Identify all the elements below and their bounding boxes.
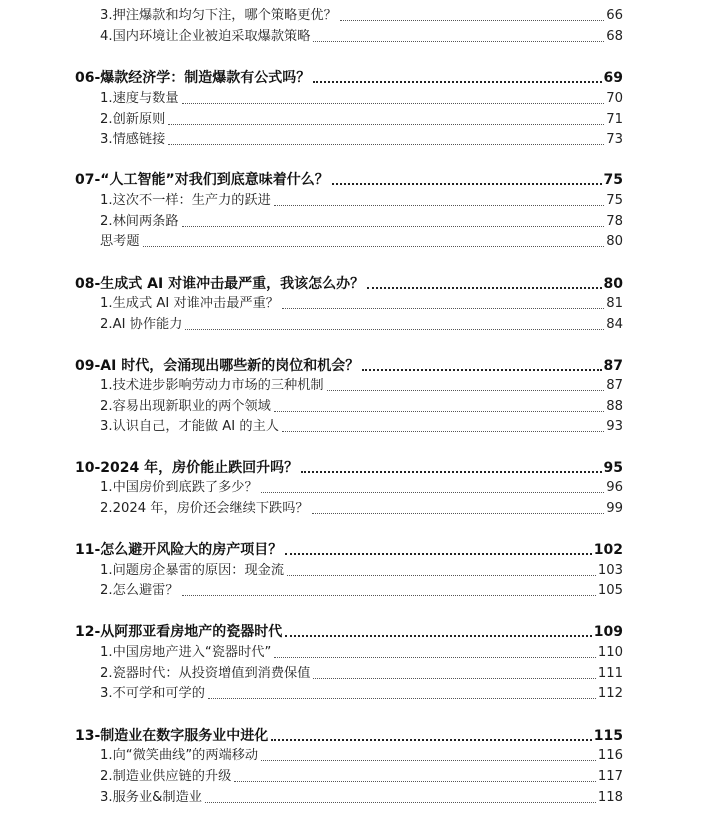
toc-entry-title: 3.情感链接: [100, 132, 166, 147]
toc-entry-title: 思考题: [100, 234, 140, 249]
dot-leader: [274, 657, 596, 658]
dot-leader: [313, 81, 601, 83]
dot-leader: [313, 41, 604, 42]
toc-entry-title: 1.生成式 AI 对谁冲击最严重？: [100, 296, 279, 311]
toc-entry-title: 3.服务业&制造业: [100, 790, 202, 805]
toc-entry: [100, 130, 623, 150]
toc-entry-title: 1.问题房企暴雷的原因：现金流: [100, 563, 285, 578]
dot-leader: [182, 103, 605, 104]
toc-entry-title: 2.创新原则: [100, 112, 166, 127]
toc-entry-title: 4.国内环境让企业被迫采取爆款策略: [100, 29, 311, 44]
toc-chapter-page: 115: [593, 728, 623, 744]
toc-chapter-title: 13-制造业在数字服务业中进化: [75, 728, 269, 744]
dot-leader: [287, 575, 596, 576]
dot-leader: [367, 287, 601, 289]
toc-entry-page: 96: [606, 480, 623, 495]
toc-chapter: [75, 726, 623, 746]
toc-entry-page: 110: [597, 645, 623, 660]
toc-entry: [100, 397, 623, 417]
dot-leader: [301, 471, 601, 473]
toc-chapter-title: 08-生成式 AI 对谁冲击最严重，我该怎么办？: [75, 276, 365, 292]
toc-chapter-title: 10-2024 年，房价能止跌回升吗？: [75, 460, 299, 476]
dot-leader: [185, 329, 604, 330]
dot-leader: [312, 513, 605, 514]
toc-entry-title: 1.向“微笑曲线”的两端移动: [100, 748, 259, 763]
toc-entry: [100, 212, 623, 232]
toc-entry-page: 88: [606, 399, 623, 414]
toc-entry-title: 1.这次不一样：生产力的跃进: [100, 193, 271, 208]
dot-leader: [205, 802, 596, 803]
dot-leader: [168, 124, 604, 125]
toc-entry-page: 87: [606, 378, 623, 393]
dot-leader: [261, 760, 596, 761]
toc-entry-page: 70: [606, 91, 623, 106]
dot-leader: [282, 308, 604, 309]
toc-chapter-page: 87: [603, 358, 623, 374]
toc-chapter-page: 69: [603, 70, 623, 86]
dot-leader: [271, 739, 591, 741]
toc-chapter-title: 09-AI 时代，会涌现出哪些新的岗位和机会？: [75, 358, 360, 374]
toc-chapter: [75, 68, 623, 88]
dot-leader: [332, 183, 602, 185]
toc-chapter-title: 06-爆款经济学：制造爆款有公式吗？: [75, 70, 311, 86]
toc-entry: [100, 478, 623, 498]
toc-entry: [100, 664, 623, 684]
toc-entry: [100, 417, 623, 437]
toc-entry-page: 117: [597, 769, 623, 784]
toc-entry-page: 81: [606, 296, 623, 311]
toc-chapter: [75, 458, 623, 478]
toc-entry: [100, 110, 623, 130]
toc-entry-page: 116: [597, 748, 623, 763]
dot-leader: [274, 411, 604, 412]
toc-entry-title: 1.技术进步影响劳动力市场的三种机制: [100, 378, 324, 393]
dot-leader: [182, 595, 596, 596]
toc-entry-page: 93: [606, 419, 623, 434]
toc-entry: [100, 315, 623, 335]
toc-chapter-page: 102: [593, 542, 623, 558]
dot-leader: [285, 553, 591, 555]
toc-entry-title: 1.中国房地产进入“瓷器时代”: [100, 645, 272, 660]
toc-entry-page: 99: [606, 501, 623, 516]
toc-entry-page: 80: [606, 234, 623, 249]
toc-entry: [100, 89, 623, 109]
toc-entry-page: 105: [597, 583, 623, 598]
toc-chapter: [75, 356, 623, 376]
toc-entry-page: 71: [606, 112, 623, 127]
toc-entry: [100, 561, 623, 581]
toc-entry: [100, 376, 623, 396]
toc-chapter: [75, 274, 623, 294]
toc-entry-page: 118: [597, 790, 623, 805]
toc-entry-page: 75: [606, 193, 623, 208]
dot-leader: [282, 431, 604, 432]
toc-entry-title: 2.AI 协作能力: [100, 317, 183, 332]
dot-leader: [208, 698, 596, 699]
dot-leader: [143, 246, 605, 247]
dot-leader: [261, 492, 605, 493]
toc-entry-title: 2.2024 年，房价还会继续下跌吗？: [100, 501, 309, 516]
toc-entry-page: 78: [606, 214, 623, 229]
toc-chapter-title: 07-“人工智能”对我们到底意味着什么？: [75, 172, 329, 188]
dot-leader: [327, 390, 605, 391]
dot-leader: [285, 635, 591, 637]
toc-entry-title: 3.押注爆款和均匀下注，哪个策略更优？: [100, 8, 337, 23]
toc-entry: [100, 232, 623, 252]
dot-leader: [340, 20, 604, 21]
toc-entry-page: 68: [606, 29, 623, 44]
toc-chapter: [75, 170, 623, 190]
toc-entry-title: 2.林间两条路: [100, 214, 179, 229]
dot-leader: [313, 678, 595, 679]
toc-entry: [100, 191, 623, 211]
toc-entry: [100, 788, 623, 808]
toc-entry: [100, 6, 623, 26]
dot-leader: [274, 205, 604, 206]
toc-entry-page: 73: [606, 132, 623, 147]
toc-entry-title: 2.容易出现新职业的两个领域: [100, 399, 271, 414]
toc-chapter-page: 109: [593, 624, 623, 640]
toc-entry-page: 66: [606, 8, 623, 23]
toc-entry-title: 2.怎么避雷？: [100, 583, 179, 598]
toc-entry-page: 112: [597, 686, 623, 701]
toc-entry-page: 111: [597, 666, 623, 681]
toc-entry-page: 103: [597, 563, 623, 578]
dot-leader: [362, 369, 601, 371]
toc-chapter: [75, 622, 623, 642]
toc-entry-title: 1.中国房价到底跌了多少？: [100, 480, 258, 495]
toc-chapter-title: 12-从阿那亚看房地产的瓷器时代: [75, 624, 283, 640]
toc-entry-page: 84: [606, 317, 623, 332]
toc-entry: [100, 684, 623, 704]
toc-entry-title: 3.不可学和可学的: [100, 686, 205, 701]
toc-chapter-page: 95: [603, 460, 623, 476]
dot-leader: [234, 781, 596, 782]
toc-entry: [100, 581, 623, 601]
dot-leader: [168, 144, 604, 145]
toc-entry: [100, 767, 623, 787]
toc-entry-title: 2.制造业供应链的升级: [100, 769, 232, 784]
toc-entry: [100, 27, 623, 47]
toc-chapter-title: 11-怎么避开风险大的房产项目？: [75, 542, 283, 558]
toc-entry-title: 2.瓷器时代：从投资增值到消费保值: [100, 666, 311, 681]
toc-entry-title: 3.认识自己，才能做 AI 的主人: [100, 419, 279, 434]
toc-entry: [100, 643, 623, 663]
toc-chapter-page: 75: [603, 172, 623, 188]
toc-entry: [100, 499, 623, 519]
toc-entry: [100, 746, 623, 766]
toc-entry-title: 1.速度与数量: [100, 91, 179, 106]
toc-chapter-page: 80: [603, 276, 623, 292]
toc-entry: [100, 294, 623, 314]
dot-leader: [182, 226, 605, 227]
toc-chapter: [75, 540, 623, 560]
